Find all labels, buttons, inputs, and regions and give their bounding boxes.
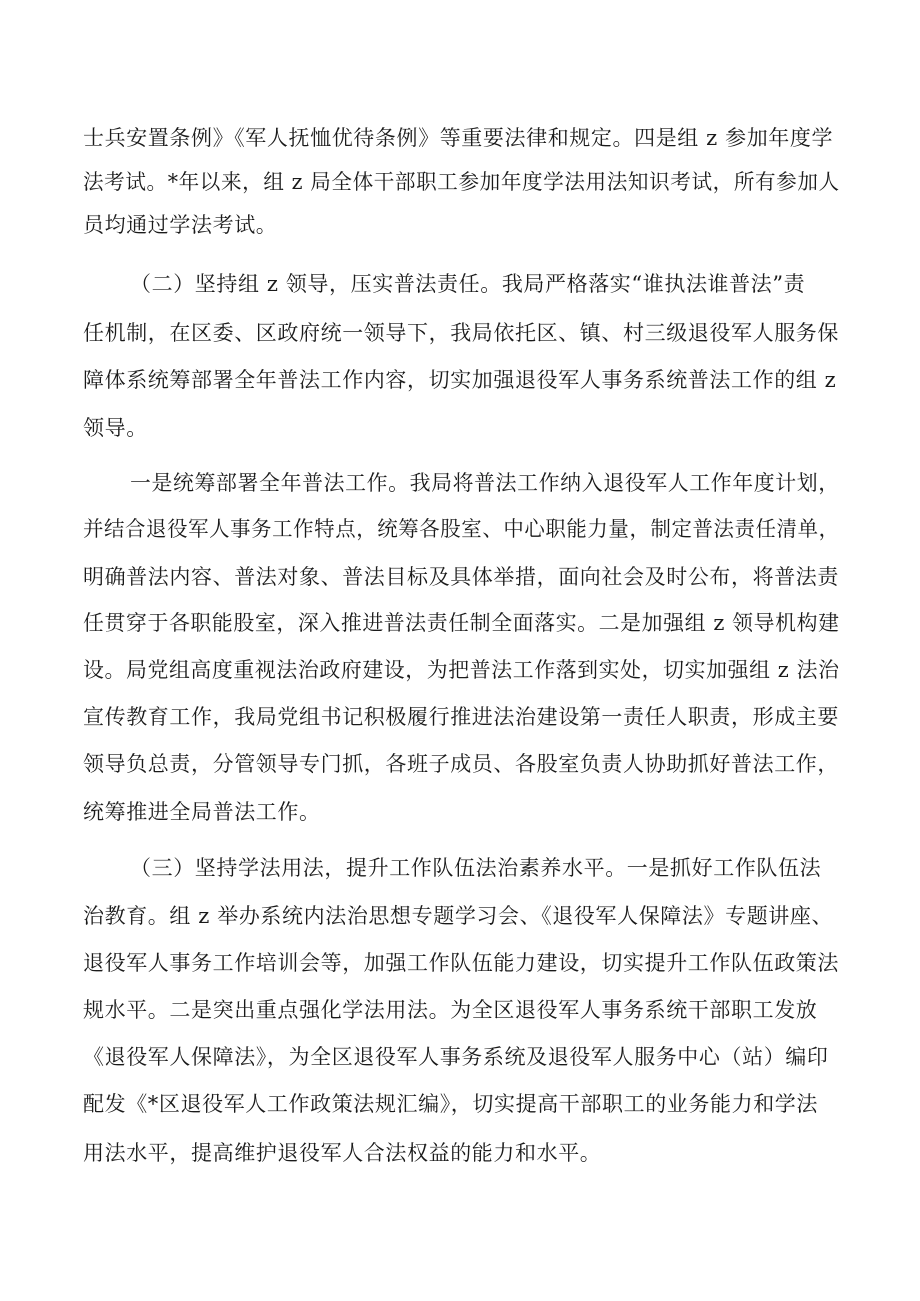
text-line: 士兵安置条例》《军人抚恤优待条例》等重要法律和规定。四是组 z 参加年度学 — [83, 126, 834, 150]
text-line: 员均通过学法考试。 — [83, 213, 278, 237]
text-line: 治教育。组 z 举办系统内法治思想专题学习会、《退役军人保障法》专题讲座、 — [83, 904, 834, 928]
text-line: 规水平。二是突出重点强化学法用法。为全区退役军人事务系统干部职工发放 — [83, 998, 818, 1022]
text-line: （三）坚持学法用法，提升工作队伍法治素养水平。一是抓好工作队伍法 — [130, 856, 822, 880]
text-line: 任贯穿于各职能股室，深入推进普法责任制全面落实。二是加强组 z 领导机构建 — [83, 611, 840, 635]
text-line: 配发《*区退役军人工作政策法规汇编》，切实提高干部职工的业务能力和学法 — [83, 1092, 818, 1116]
text-line: 明确普法内容、普法对象、普法目标及具体举措，面向社会及时公布，将普法责 — [83, 565, 839, 589]
text-line: 一是统筹部署全年普法工作。我局将普法工作纳入退役军人工作年度计划， — [130, 471, 840, 495]
text-line: 宣传教育工作，我局党组书记积极履行推进法治建设第一责任人职责，形成主要 — [83, 705, 839, 729]
text-line: 任机制，在区委、区政府统一领导下，我局依托区、镇、村三级退役军人服务保 — [83, 321, 839, 345]
text-line: 用法水平，提高维护退役军人合法权益的能力和水平。 — [83, 1141, 602, 1165]
text-line: 领导。 — [83, 416, 148, 440]
text-line: 障体系统筹部署全年普法工作内容，切实加强退役军人事务系统普法工作的组 z — [83, 368, 837, 392]
text-line: 领导负总责，分管领导专门抓，各班子成员、各股室负责人协助抓好普法工作， — [83, 752, 839, 776]
text-line: 法考试。*年以来，组 z 局全体干部职工参加年度学法用法知识考试，所有参加人 — [83, 170, 840, 194]
text-line: 退役军人事务工作培训会等，加强工作队伍能力建设，切实提升工作队伍政策法 — [83, 951, 839, 975]
text-line: 并结合退役军人事务工作特点，统筹各股室、中心职能力量，制定普法责任清单， — [83, 517, 840, 541]
text-line: 《退役军人保障法》，为全区退役军人事务系统及退役军人服务中心（站）编印 — [83, 1045, 829, 1069]
text-line: 设。局党组高度重视法治政府建设，为把普法工作落到实处，切实加强组 z 法治 — [83, 658, 840, 682]
text-line: （二）坚持组 z 领导，压实普法责任。我局严格落实“谁执法谁普法”责 — [130, 272, 806, 296]
text-line: 统筹推进全局普法工作。 — [83, 800, 321, 824]
